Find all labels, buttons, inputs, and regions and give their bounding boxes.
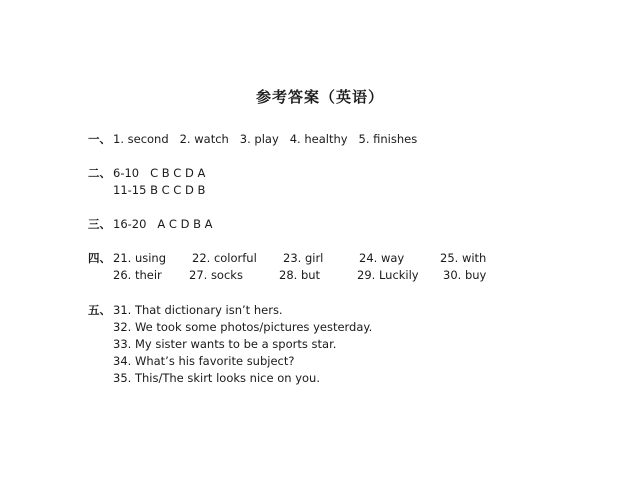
page-title: 参考答案（英语）	[255, 88, 384, 106]
section-one-answers: 1. second 2. watch 3. play 4. healthy 5. finishes	[113, 132, 418, 146]
section-five-line-2: 32. We took some photos/pictures yesterday.	[113, 320, 373, 334]
section-three-label: 三、	[88, 217, 111, 231]
section-four-r2-c3: 28. but	[279, 268, 321, 282]
section-three-answers: 16-20 A C D B A	[113, 217, 213, 231]
section-four-r2-c5: 30. buy	[443, 268, 487, 282]
section-two-line-1: 6-10 C B C D A	[113, 166, 206, 180]
section-five-line-1: 31. That dictionary isn’t hers.	[113, 303, 283, 317]
section-four-r1-c3: 23. girl	[283, 251, 324, 265]
section-two-label: 二、	[88, 166, 111, 180]
section-four-r1-c1: 21. using	[113, 251, 167, 265]
section-four-r1-c4: 24. way	[359, 251, 405, 265]
section-five-label: 五、	[88, 303, 111, 317]
section-four-label: 四、	[88, 251, 111, 265]
section-one-label: 一、	[88, 132, 111, 146]
section-five-line-4: 34. What’s his favorite subject?	[113, 354, 295, 368]
section-five-line-3: 33. My sister wants to be a sports star.	[113, 337, 337, 351]
section-four-r2-c4: 29. Luckily	[357, 268, 419, 282]
section-four-r2-c2: 27. socks	[189, 268, 243, 282]
section-four-r1-c5: 25. with	[440, 251, 487, 265]
section-five-line-5: 35. This/The skirt looks nice on you.	[113, 371, 320, 385]
section-two-line-2: 11-15 B C C D B	[113, 183, 206, 197]
section-four-r1-c2: 22. colorful	[192, 251, 257, 265]
section-four-r2-c1: 26. their	[113, 268, 162, 282]
